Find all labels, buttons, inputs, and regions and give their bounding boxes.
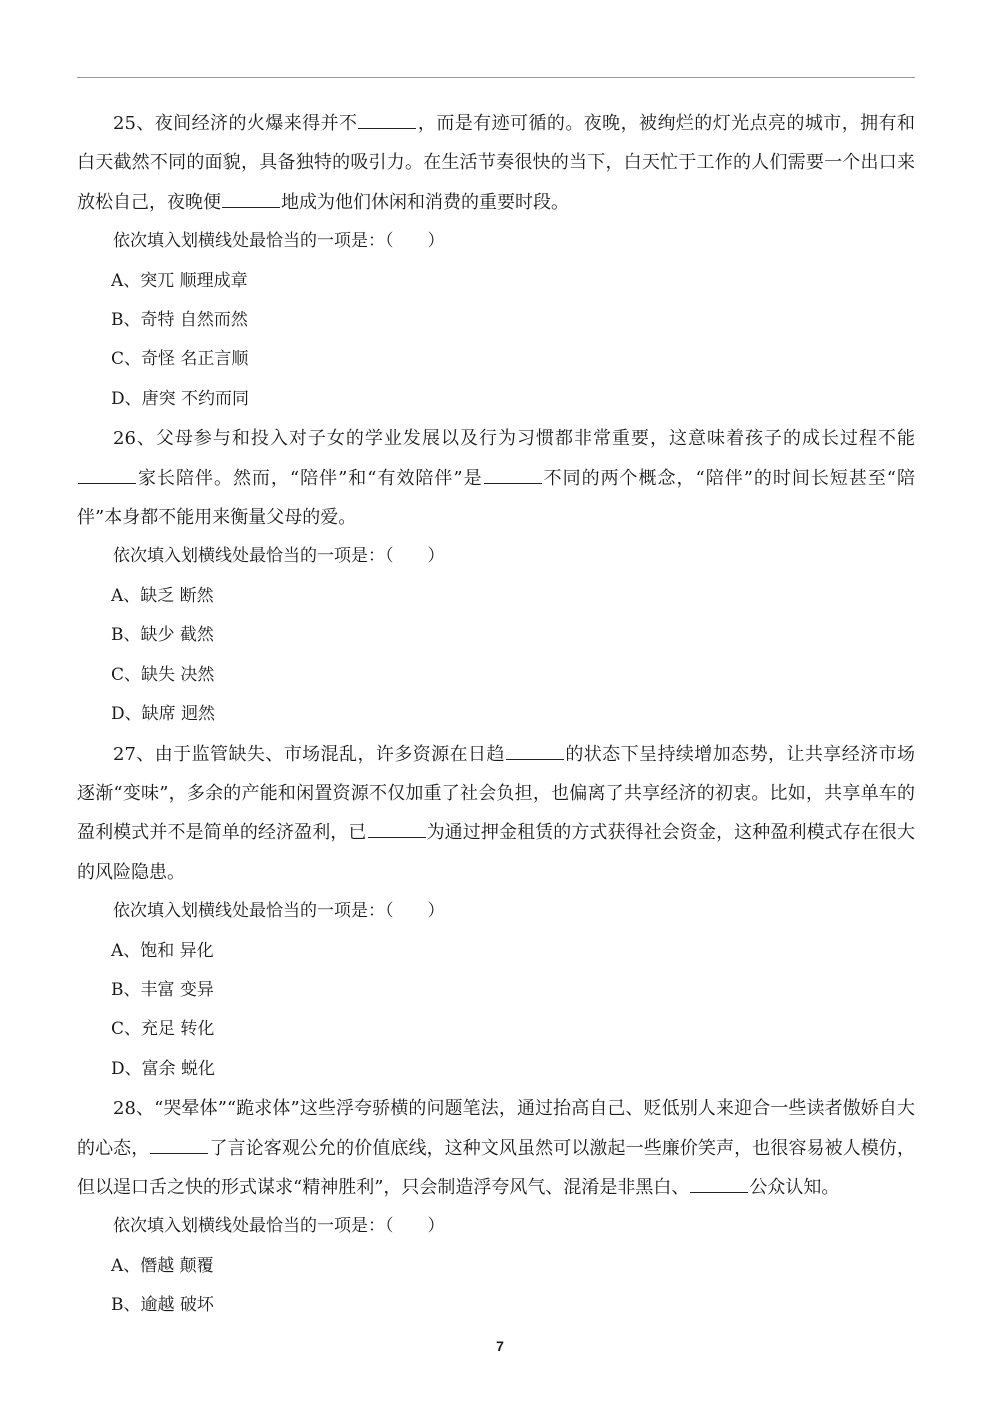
option-d: D、缺席 迥然	[111, 704, 216, 725]
fill-blank	[358, 127, 416, 129]
option-d: D、唐突 不约而同	[111, 388, 250, 409]
option-b: B、丰富 变异	[111, 979, 214, 1000]
question-prompt: 依次填入划横线处最恰当的一项是：（ ）	[113, 1216, 445, 1237]
fill-blank	[78, 482, 136, 484]
option-c: C、充足 转化	[111, 1019, 215, 1040]
question-26	[77, 419, 915, 734]
option-a: A、僭越 颠覆	[111, 1255, 214, 1276]
question-stem: 25、夜间经济的火爆来得并不 ，而是有迹可循的。夜晚，被绚烂的灯光点亮的城市，拥有和白天截然不同的面貌，具备独特的吸引力。在生活节奏很快的当下，白天忙于工作的人们需要一个出口来放松自己，夜晚便 地成为他们休闲和消费的重要时段。	[77, 113, 916, 213]
option-c: C、奇怪 名正言顺	[111, 349, 249, 370]
question-stem: 26、父母参与和投入对子女的学业发展以及行为习惯都非常重要，这意味着孩子的成长过程不能家长陪伴。然而，“陪伴”和“有效陪伴”是 不同的两个概念，“陪伴”的时间长短甚至“陪伴”本身都不能用来衡量父母的爱。	[77, 428, 916, 529]
option-c: C、缺失 决然	[111, 664, 215, 685]
option-b: B、逾越 破坏	[111, 1295, 214, 1316]
option-a: A、突兀 顺理成章	[111, 270, 248, 291]
fill-blank	[222, 206, 280, 208]
option-b: B、缺少 截然	[111, 625, 214, 646]
page-number: 7	[496, 1338, 504, 1354]
question-prompt: 依次填入划横线处最恰当的一项是：（ ）	[113, 546, 445, 567]
header-rule	[77, 77, 915, 78]
question-25	[77, 104, 915, 419]
question-27	[77, 735, 915, 1090]
question-prompt: 依次填入划横线处最恰当的一项是：（ ）	[113, 901, 445, 922]
option-a: A、饱和 异化	[111, 940, 214, 961]
option-b: B、奇特 自然而然	[111, 310, 248, 331]
question-stem: 27、由于监管缺失、市场混乱，许多资源在日趋 的状态下呈持续增加态势，让共享经济市场逐渐“变味”，多余的产能和闲置资源不仅加重了社会负担，也偏离了共享经济的初衷。比如，共享单车的盈利模式并不是简单的经济盈利，已 为通过押金租赁的方式获得社会资金，这种盈利模式存在很大的风险隐患。	[77, 743, 916, 883]
fill-blank	[506, 758, 564, 760]
option-a: A、缺乏 断然	[111, 585, 214, 606]
option-d: D、富余 蜕化	[111, 1058, 216, 1079]
question-prompt: 依次填入划横线处最恰当的一项是：（ ）	[113, 231, 445, 252]
fill-blank	[690, 1191, 748, 1193]
fill-blank	[150, 1152, 208, 1154]
question-stem: 28、“哭晕体”“跪求体”这些浮夸骄横的问题笔法，通过抬高自己、贬低别人来迎合一些读者傲娇自大的心态， 了言论客观公允的价值底线，这种文风虽然可以激起一些廉价笑声，也很容易被人模仿，但以逞口舌之快的形式谋求“精神胜利”，只会制造浮夸风气、混淆是非黑白、 公众认知。	[77, 1098, 915, 1198]
fill-blank	[368, 836, 426, 838]
page-content	[77, 104, 915, 1326]
question-28	[77, 1089, 915, 1325]
fill-blank	[484, 482, 542, 484]
